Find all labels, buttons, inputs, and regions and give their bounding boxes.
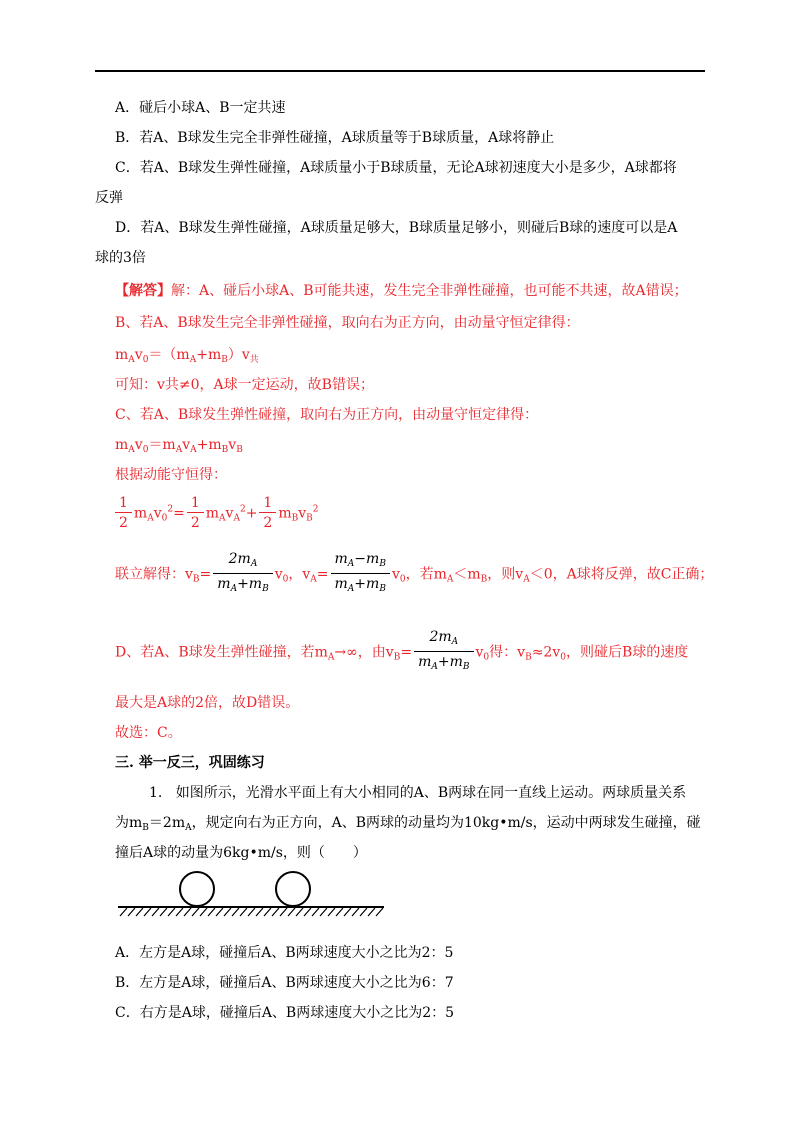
option-b: B．若A、B球发生完全非弹性碰撞，A球质量等于B球质量，A球将静止 (115, 130, 555, 146)
solution-line7: 根据动能守恒得： (115, 467, 227, 483)
ball-right (276, 872, 310, 906)
question-line1: 1. 如图所示，光滑水平面上有大小相同的A、B两球在同一直线上运动。两球质量关系 (149, 785, 687, 801)
solution-line2: B、若A、B球发生完全非弹性碰撞，取向右为正方向，由动量守恒定律得： (115, 315, 580, 331)
formula-energy: $\frac{1}{2}$ $m_Av_0^2=$ $\frac{1}{2}$ $m_Av_A^2+$ $\frac{1}{2}$ $m_Bv_B^2$ (113, 494, 319, 533)
answer-line: 故选：C。 (115, 725, 182, 741)
choice-b: B．左方是A球，碰撞后A、B两球速度大小之比为6：7 (115, 975, 454, 991)
formula-momentum-inelastic: $m_Av_0=(m_A+m_B)v_共$ (115, 347, 259, 365)
option-d-analysis-line: D、若A、B球发生弹性碰撞，若$m_A\to\infty$，由$v_B=$ $\frac{2m_A}{m_A+m_B}$ $v_0$得：$v_B\approx 2v_0$，则碰后B球的速度 (115, 629, 689, 672)
formula-momentum-elastic: $m_Av_0=m_Av_A+m_Bv_B$ (115, 437, 243, 455)
solution-line5: C、若A、B球发生弹性碰撞，取向右为正方向，由动量守恒定律得： (115, 407, 539, 423)
two-balls-figure (118, 870, 384, 918)
option-a: A．碰后小球A、B一定共速 (115, 100, 286, 116)
solution-tag: 【解答】 (115, 283, 171, 299)
option-c-line2: 反弹 (95, 190, 123, 206)
option-c-line1: C．若A、B球发生弹性碰撞，A球质量小于B球质量，无论A球初速度大小是多少，A球都将 (115, 160, 677, 176)
choice-a: A．左方是A球，碰撞后A、B两球速度大小之比为2：5 (115, 945, 454, 961)
option-d-line2: 球的3倍 (95, 250, 146, 266)
solution-line10: 最大是A球的2倍，故D错误。 (115, 695, 300, 711)
question-line2: 为$m_B=2m_A$，规定向右为正方向，A、B两球的动量均为10kg•m/s，运动中两球发生碰撞，碰 (115, 815, 701, 833)
ball-left (180, 872, 214, 906)
joint-solution-line: 联立解得：$v_B=$ $\frac{2m_A}{m_A+m_B}$ $v_0$，$v_A=$ $\frac{m_A-m_B}{m_A+m_B}$ $v_0$，若$m_A<m_B$，则$v_A<0$，A球将反弹，故C正确； (115, 551, 714, 594)
question-line3: 撞后A球的动量为6kg•m/s，则（ ） (115, 845, 367, 861)
header-rule (95, 70, 705, 72)
question-number: 1. (149, 785, 163, 801)
solution-line4: 可知：v共≠0，A球一定运动，故B错误； (115, 377, 374, 393)
ground-hatching (120, 908, 383, 916)
solution-line1: 【解答】解：A、碰后小球A、B可能共速，发生完全非弹性碰撞，也可能不共速，故A错误； (115, 283, 688, 299)
option-d-line1: D．若A、B球发生弹性碰撞，A球质量足够大，B球质量足够小，则碰后B球的速度可以是A (115, 220, 678, 236)
choice-c: C．右方是A球，碰撞后A、B两球速度大小之比为2：5 (115, 1005, 455, 1021)
section-heading: 三. 举一反三，巩固练习 (115, 755, 265, 771)
